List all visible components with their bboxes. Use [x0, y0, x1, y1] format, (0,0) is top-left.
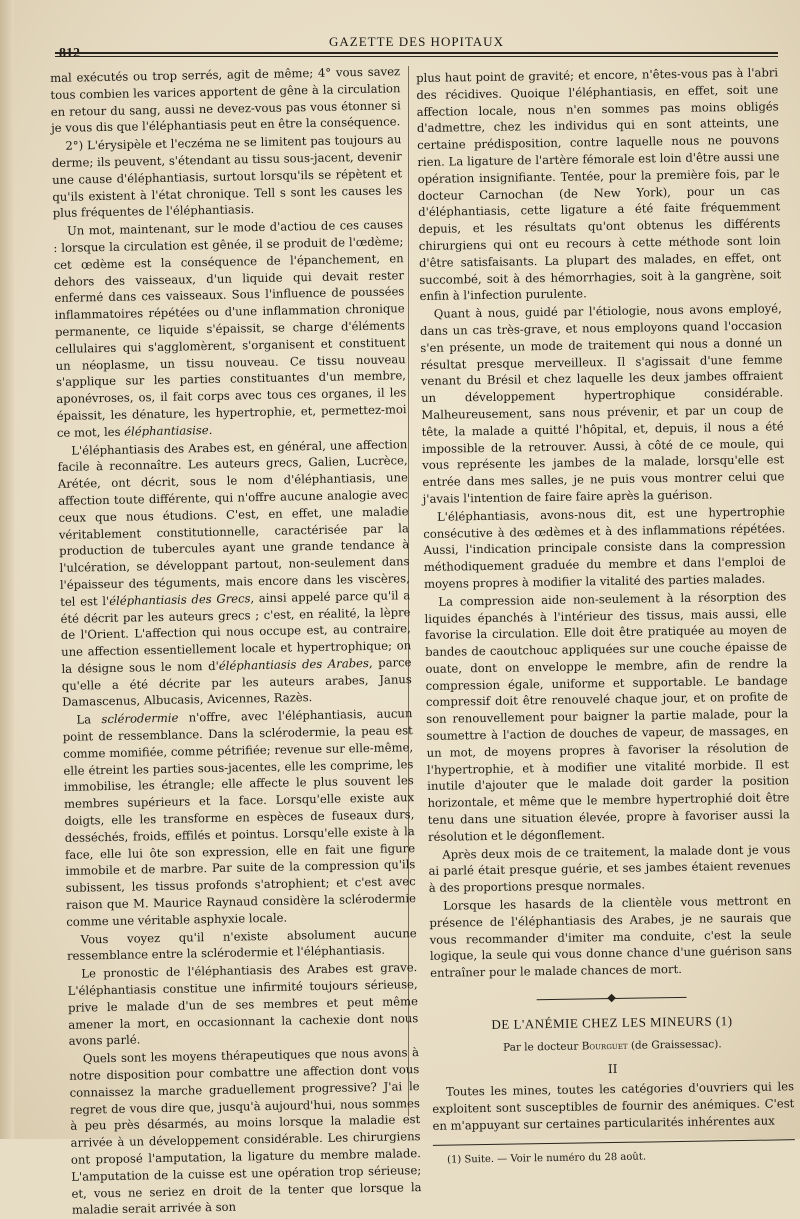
- byline-prefix: Par le docteur: [502, 1040, 579, 1054]
- header-rule: [55, 52, 778, 54]
- paragraph: Un mot, maintenant, sur le mode d'actiou de ces causes : lorsque la circulation est gênée, il se produit de l'œdème; cet œdème est la conséquence de l'épanchement, en dehors des vaisseaux, d'un liquide qui devait rester enfermé dans ces vaisseaux. Sous l'influence de poussées inflammatoires répétées ou d'une inflammation chronique permanente, ce liquide s'épaissit, se charge d'éléments cellulaires qui s'agglomèrent, s'organisent et constituent un néoplasme, un tissu nouveau. Ce tissu nouveau s'applique sur les parties constituantes d'un membre, aponévroses, os, il fait corps avec tous ces organes, il les épaissit, les dénature, les hypertrophie, et, permettez-moi ce mot, les éléphantiasise.: [53, 217, 407, 440]
- section-number: II: [607, 1061, 618, 1076]
- paragraph-text: , ainsi appelé parce qu'il a été décrit par les auteurs grecs ; c'est, en réalité, la lèpre de l'Orient. L'affection qui nous occupe est, au contraire, une affection essentiellement locale et hypertrophique; on la désigne sous le nom d': [60, 587, 412, 676]
- author-name: Bourguet: [581, 1039, 628, 1053]
- paragraph: Toutes les mines, toutes les catégories d'ouvriers qui les exploitent sont susceptibles de fournir des anémiques. C'est en m'appuyant sur certaines particularités inhérentes aux: [432, 1079, 795, 1133]
- byline-suffix: (de Graissessac).: [630, 1038, 722, 1052]
- paragraph: Après deux mois de ce traitement, la malade dont je vous ai parlé était presque guérie, et ses jambes étaient revenues à des proportions presque normales.: [428, 841, 791, 896]
- header-rule-thin: [55, 56, 778, 57]
- paragraph: L'éléphantiasis, avons-nous dit, est une hypertrophie consécutive à des œdèmes et à des inflammations répétées. Aussi, l'indication principale consiste dans la compression méthodiquement graduée du membre et dans l'emploi de moyens propres à modifier la vitalité des parties malades.: [423, 503, 786, 591]
- paragraph: plus haut point de gravité; et encore, n'êtes-vous pas à l'abri des récidives. Quoique l'éléphantiasis, en effet, soit une affection locale, nous n'en sommes pas moins obligés d'admettre, chez les individus qui en sont atteints, une certaine prédisposition, contre laquelle nous ne pouvons rien. La ligature de l'artère fémorale est loin d'être aussi une opération insignifiante. Tentée, pour la première fois, par le docteur Carnochan (de New York), pour un cas d'éléphantiasis, cette ligature a été faite fréquemment depuis, et les résultats qu'ont obtenus les différents chirurgiens qui ont eu recours à cette méthode sont loin d'être satisfaisants. La plupart des malades, en effet, ont succombé, soit à des hémorrhagies, soit à la gangrène, soit enfin à l'infection purulente.: [416, 65, 782, 304]
- paragraph: 2°) L'érysipèle et l'eczéma ne se limitent pas toujours au derme; ils peuvent, s'étendant au tissu sous-jacent, devenir une cause d'éléphantiasis, surtout lorsqu'ils se répètent et qu'ils existent à l'état chronique. Tell s sont les causes les plus fréquentes de l'éléphantiasis.: [51, 132, 403, 221]
- running-title: GAZETTE DES HOPITAUX: [329, 34, 504, 49]
- paragraph-text: La: [76, 712, 92, 727]
- paragraph: [57, 436, 412, 711]
- paragraph: Lorsque les hasards de la clientèle vous mettront en présence de l'éléphantiasis des Arabes, je ne saurais que vous recommander d'imiter ma conduite, c'est la seule logique, la seule qui vous donne chance d'une guérison sans entraîner pour le malade chances de mort.: [429, 893, 792, 981]
- paragraph: Quant à nous, guidé par l'étiologie, nous avons employé, dans un cas très-grave, et nous employons quand l'occasion s'en présente, un mode de traitement qui nous a donné un résultat presque merveilleux. Il s'agissait d'une femme venant du Brésil et chez laquelle les deux jambes offraient un développement hypertrophique considérable. Malheureusement, sans nous prévenir, et par un coup de tête, la malade a quitté l'hôpital, et, depuis, il nous a été impossible de la retrouver. Aussi, à côté de ce moule, qui vous représente les jambes de la malade, lorsqu'elle est entrée dans mes salles, je ne puis vous montrer celui que j'avais l'intention de faire faire après la guérison.: [419, 301, 785, 506]
- right-column: [416, 64, 795, 1166]
- paragraph-text: Un mot, maintenant, sur le mode d'actiou de ces causes : lorsque la circulation est gênée, il se produit de l'œdème; cet œdème est la conséquence de l'épanchement, en dehors des vaisseaux, d'un liquide qui devait rester enfermé dans ces vaisseaux. Sous l'influence de poussées inflammatoires répétées ou d'une inflammation chronique permanente, ce liquide s'épaissit, se charge d'éléments cellulaires qui s'agglomèrent, s'organisent et constituent un néoplasme, un tissu nouveau. Ce tissu nouveau s'applique sur les parties constituantes d'un membre, aponévroses, os, il fait corps avec tous ces organes, il les épaissit, les dénature, les hypertrophie, et, permettez-moi ce mot, les: [53, 217, 407, 440]
- italic-term: éléphantiasis des Grecs: [109, 590, 251, 608]
- italic-term: sclérodermie: [101, 710, 179, 727]
- footnote-rule: [433, 1139, 795, 1146]
- divider-ornament: [607, 994, 615, 1002]
- left-column: [50, 63, 422, 1218]
- page-number: 812: [59, 46, 80, 61]
- paragraph: Vous voyez qu'il n'existe absolument aucune ressemblance entre la sclérodermie et l'éléphantiasis.: [66, 925, 417, 964]
- paragraph-text: L'éléphantiasis des Arabes est, en général, une affection facile à reconnaître. Les auteurs grecs, Galien, Lucrèce, Arétée, ont décrit, sous le nom d'éléphantiasis, une affection toute différente, qui n'offre aucune analogie avec ceux que nous étudions. C'est, en effet, une maladie véritablement constitutionnelle, caractérisée par la production de tubercules ayant une grande tendance à l'ulcération, se développant partout, non-seulement dans l'épaisseur des téguments, mais encore dans les viscères, tel est l': [57, 436, 410, 609]
- section-divider: [537, 992, 687, 1004]
- paragraph: La compression aide non-seulement à la résorption des liquides épanchés à l'intérieur des tissus, mais aussi, elle favorise la circulation. Elle doit être pratiquée au moyen de bandes de caoutchouc appliquées sur une couche épaisse de ouate, dont on enveloppe le membre, afin de rendre la compression égale, uniforme et supportable. Le bandage compressif doit être renouvelé chaque jour, et on profite de son renouvellement pour baigner la partie malade, pour la soumettre à l'action de douches de vapeur, de massages, en un mot, de moyens propres à favoriser la résolution de l'hypertrophie, et à modifier une vitalité morbide. Il est inutile d'ajouter que le malade doit garder la position horizontale, et même que le membre hypertrophié doit être tenu dans une situation élevée, propre à favoriser aussi la résolution et le dégonflement.: [424, 588, 790, 844]
- paragraph: Quels sont les moyens thérapeutiques que nous avons à notre disposition pour combattre une affection dont vous connaissez la marche graduellement progressive? J'ai le regret de vous dire que, jusqu'à aujourd'hui, nous sommes à peu près désarmés, au moins lorsque la maladie est arrivée à un développement considérable. Les chirurgiens ont proposé l'amputation, la ligature du membre malade. L'amputation de la cuisse est une opération trop sérieuse; et, vous ne seriez en droit de la tenter que lorsque la maladie serait arrivée à son: [69, 1045, 422, 1218]
- paragraph: Le pronostic de l'éléphantiasis des Arabes est grave. L'éléphantiasis constitue une infirmité toujours sérieuse, prive le malade d'un de ses membres et peut même amener la mort, en occasionnant la cachexie dont nous avons parlé.: [67, 960, 419, 1049]
- page-header: [55, 30, 778, 60]
- paragraph: mal exécutés ou trop serrés, agit de même; 4° vous savez tous combien les varices apportent de gêne à la circulation en retour du sang, aussi ne devez-vous pas vous étonner si je vous dis que l'éléphantiasis peut en être la conséquence.: [50, 64, 401, 136]
- byline: [431, 1035, 793, 1057]
- binding-gutter: [0, 0, 14, 1139]
- section-title: DE L'ANÉMIE CHEZ LES MINEURS (1): [491, 1013, 733, 1032]
- italic-term: éléphantiasis des Arabes: [218, 655, 370, 673]
- paragraph-text: n'offre, avec l'éléphantiasis, aucun point de ressemblance. Dans la sclérodermie, la peau est comme momifiée, comme pétrifiée; revenue sur elle-même, elle étreint les parties sous-jacentes, elle les comprime, les immobilise, les étrangle; elle affecte le plus souvent les membres supérieurs et la face. Lorsqu'elle existe aux doigts, elle les transforme en espèces de fuseaux durs, desséchés, froids, effilés et pointus. Lorsqu'elle existe à la face, elle lui ôte son expression, elle en fait une figure immobile et de marbre. Par suite de la compression qu'ils subissent, les tissus profonds s'atrophient; et c'est avec raison que M. Maurice Raynaud considère la sclérodermie comme une véritable asphyxie locale.: [62, 706, 417, 929]
- footnote: (1) Suite. — Voir le numéro du 28 août.: [447, 1151, 647, 1166]
- paragraph-text: , parce qu'elle a été décrite par les auteurs arabes, Janus Damascenus, Albucasis, Avicennes, Razès.: [61, 655, 412, 710]
- paragraph: [62, 705, 416, 930]
- italic-term: éléphantiasise: [124, 422, 209, 439]
